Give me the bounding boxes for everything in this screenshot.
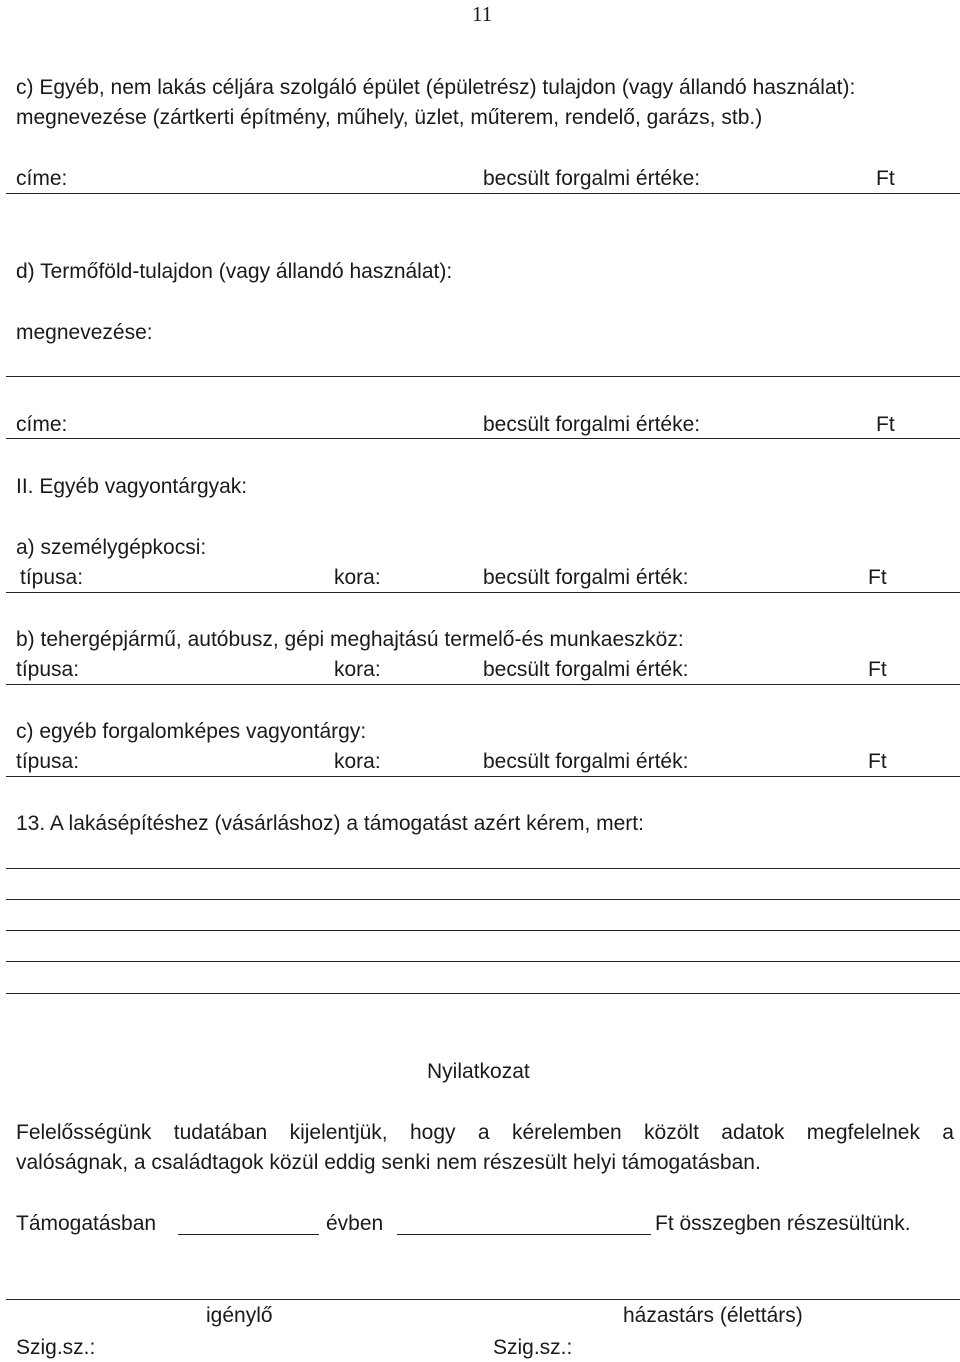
item-b-title: b) tehergépjármű, autóbusz, gépi meghajtású termelő-és munkaeszköz: [16,628,684,651]
support-amount-field[interactable] [397,1234,651,1235]
item-c-title: c) egyéb forgalomképes vagyontárgy: [16,720,367,743]
item-c-value-label: becsült forgalmi érték: [483,750,689,773]
reason-line-3[interactable] [6,930,960,931]
section-d-address-label: címe: [16,413,68,436]
id-label-spouse: Szig.sz.: [493,1336,573,1359]
item-b-value-label: becsült forgalmi érték: [483,658,689,681]
section-c-line1: c) Egyéb, nem lakás céljára szolgáló épület (épületrész) tulajdon (vagy állandó használat): [16,76,856,99]
item-a-value-label: becsült forgalmi érték: [483,566,689,589]
applicant-label: igénylő [206,1304,273,1327]
item-b-type-label: típusa: [16,658,80,681]
page-number: 11 [472,2,493,26]
item-c-age-label: kora: [334,750,381,773]
section-d-currency: Ft [876,413,895,436]
section-c-fill-line[interactable] [6,193,960,194]
spouse-label: házastárs (élettárs) [623,1304,803,1327]
item-a-fill-line[interactable] [6,592,960,593]
section-d-address-fill-line[interactable] [6,438,960,439]
signature-line[interactable] [6,1299,960,1300]
item-a-age-label: kora: [334,566,381,589]
section-c-currency: Ft [876,167,895,190]
item-b-currency: Ft [868,658,887,681]
support-prefix: Támogatásban [16,1212,157,1235]
declaration-line2: valóságnak, a családtagok közül eddig senki nem részesült helyi támogatásban. [16,1151,761,1174]
support-year-field[interactable] [178,1234,319,1235]
item-a-type-label: típusa: [20,566,84,589]
item-c-currency: Ft [868,750,887,773]
item-a-title: a) személygépkocsi: [16,536,207,559]
reason-line-1[interactable] [6,868,960,869]
reason-line-4[interactable] [6,961,960,962]
support-year-label: évben [326,1212,384,1235]
declaration-heading: Nyilatkozat [427,1060,530,1083]
item-b-fill-line[interactable] [6,684,960,685]
section-c-address-label: címe: [16,167,68,190]
reason-line-2[interactable] [6,899,960,900]
support-suffix: Ft összegben részesültünk. [655,1212,911,1235]
section-d-title: d) Termőföld-tulajdon (vagy állandó használat): [16,260,453,283]
section-d-name-label: megnevezése: [16,321,153,344]
declaration-line1: Felelősségünk tudatában kijelentjük, hogy a kérelemben közölt adatok megfelelnek a [16,1121,954,1144]
reason-line-5[interactable] [6,993,960,994]
id-label-applicant: Szig.sz.: [16,1336,96,1359]
item-a-currency: Ft [868,566,887,589]
section-13-question: 13. A lakásépítéshez (vásárláshoz) a támogatást azért kérem, mert: [16,812,644,835]
section-d-name-fill-line[interactable] [6,376,960,377]
section-c-line2: megnevezése (zártkerti építmény, műhely, üzlet, műterem, rendelő, garázs, stb.) [16,106,763,129]
item-b-age-label: kora: [334,658,381,681]
section-c-value-label: becsült forgalmi értéke: [483,167,701,190]
item-c-type-label: típusa: [16,750,80,773]
section-d-value-label: becsült forgalmi értéke: [483,413,701,436]
item-c-fill-line[interactable] [6,776,960,777]
section-ii-title: II. Egyéb vagyontárgyak: [16,475,248,498]
